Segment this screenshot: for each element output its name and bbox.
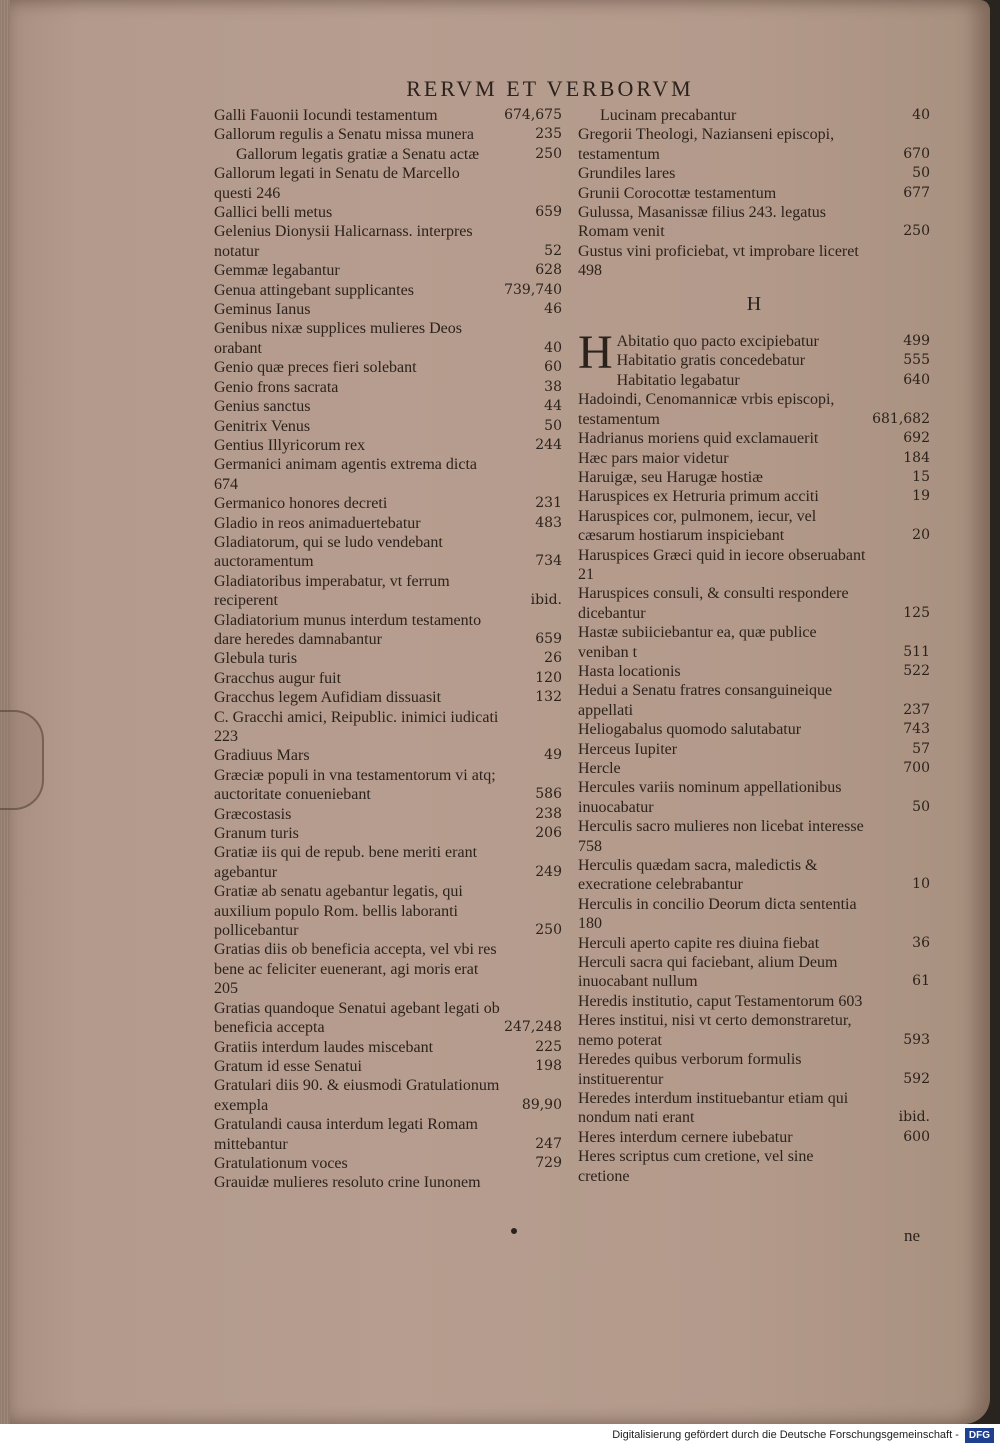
- entry-page-number: 640: [903, 371, 930, 388]
- entry-text: Grunii Corocottæ testamentum: [578, 184, 777, 202]
- entry-page-number: 10: [912, 876, 930, 893]
- entry-page-number: 522: [903, 662, 930, 679]
- entry-text: Gelenius Dionysii Halicarnass. interpres notatur: [214, 223, 473, 260]
- index-entry: [578, 759, 930, 778]
- entry-text: Genibus nixæ supplices mulieres Deos orabant: [214, 320, 462, 357]
- entry-page-number: 555: [903, 352, 930, 369]
- index-entry: [578, 507, 930, 546]
- entry-page-number: 198: [535, 1057, 562, 1074]
- entry-page-number: 231: [535, 495, 562, 512]
- entry-page-number: 237: [903, 701, 930, 718]
- index-entry: [214, 261, 562, 280]
- entry-page-number: 592: [903, 1070, 930, 1087]
- index-entry: [214, 999, 562, 1038]
- entry-text: Hadrianus moriens quid exclamauerit: [578, 430, 819, 448]
- index-entry: [578, 740, 930, 759]
- index-entry: [214, 1154, 562, 1173]
- entry-text: Herculis sacro mulieres non licebat interesse 758: [578, 818, 864, 855]
- entry-text: Herculis quædam sacra, maledictis & execratione celebrabantur: [578, 857, 818, 894]
- entry-text: Haruspices ex Hetruria primum acciti: [578, 488, 819, 506]
- index-entry: [578, 681, 930, 720]
- entry-text: Gradiuus Mars: [214, 747, 310, 765]
- entry-page-number: 659: [535, 630, 562, 647]
- index-entry: [578, 546, 930, 585]
- entry-page-number: 483: [535, 514, 562, 531]
- index-entry: [214, 708, 562, 747]
- index-entry: [578, 895, 930, 934]
- index-entry: [214, 882, 562, 940]
- index-entry: [578, 953, 930, 992]
- index-entry: [578, 1089, 930, 1128]
- entry-text: Gracchus augur fuit: [214, 669, 342, 687]
- entry-page-number: 743: [903, 721, 930, 738]
- index-entry: [578, 1050, 930, 1089]
- entry-text: Heres institui, nisi vt certo demonstraretur, nemo poterat: [578, 1012, 852, 1049]
- entry-text: Herculis in concilio Deorum dicta sententia 180: [578, 895, 857, 933]
- index-entry: [214, 378, 562, 397]
- entry-text: Gratiæ ab senatu agebantur legatis, qui auxilium populo Rom. bellis laboranti pollicebantur: [214, 883, 463, 940]
- entry-page-number: 593: [903, 1031, 930, 1048]
- entry-text: Grundiles lares: [578, 165, 676, 183]
- entry-page-number: 61: [912, 973, 930, 990]
- entry-page-number: 225: [535, 1038, 562, 1055]
- entry-text: Hæc pars maior videtur: [578, 449, 729, 467]
- entry-text: Haruspices cor, pulmonem, iecur, vel cæsarum hostiarum inspiciebant: [578, 507, 817, 545]
- entry-page-number: 677: [903, 184, 930, 201]
- entry-text: Haruspices Græci quid in iecore obseruabant 21: [578, 546, 866, 583]
- entry-page-number: 50: [912, 165, 930, 182]
- entry-text: Gallorum regulis a Senatu missa munera: [214, 126, 474, 144]
- footer-credit: Digitalisierung gefördert durch die Deutsche Forschungsgemeinschaft -: [612, 1429, 959, 1441]
- entry-text: Gustus vini proficiebat, vt improbare liceret 498: [578, 242, 859, 280]
- entry-text: Gratias diis ob beneficia accepta, vel vbi res bene ac feliciter euenerant, agi moris erat 205: [214, 941, 497, 998]
- entry-text: Habitatio gratis concedebatur: [616, 352, 806, 370]
- index-entry: [214, 1173, 562, 1192]
- index-entry: [214, 688, 562, 707]
- entry-text: Gratiæ iis qui de repub. bene meriti erant agebantur: [214, 844, 478, 881]
- entry-text: Herceus Iupiter: [578, 740, 678, 758]
- index-entry: [214, 300, 562, 319]
- entry-page-number: 57: [912, 740, 930, 757]
- index-entry: [578, 720, 930, 739]
- entry-page-number: 586: [535, 786, 562, 803]
- index-entry: [578, 623, 930, 662]
- entry-page-number: 52: [544, 242, 562, 259]
- index-entry: [214, 572, 562, 611]
- entry-text: Gladiatorum, qui se ludo vendebant auctoramentum: [214, 533, 443, 571]
- entry-page-number: 739,740: [504, 281, 562, 298]
- entry-page-number: 628: [535, 262, 562, 279]
- index-entry: [214, 125, 562, 144]
- entry-text: Gallorum legatis gratiæ a Senatu actæ: [236, 145, 480, 163]
- index-entry: [578, 856, 930, 895]
- entry-text: Hercle: [578, 760, 621, 777]
- dfg-logo: DFG: [965, 1428, 994, 1443]
- index-entry: [214, 669, 562, 688]
- index-entry: [214, 203, 562, 222]
- index-entry: [578, 1128, 930, 1147]
- entry-page-number: ibid.: [898, 1109, 930, 1126]
- entry-page-number: 250: [535, 922, 562, 939]
- entry-text: Galli Fauonii Iocundi testamentum: [214, 107, 438, 124]
- index-entry: [578, 390, 930, 429]
- entry-page-number: 692: [903, 430, 930, 447]
- entry-text: Herculi aperto capite res diuina fiebat: [578, 934, 820, 952]
- entry-page-number: 89,90: [521, 1096, 562, 1113]
- index-entry: [578, 242, 930, 281]
- entry-page-number: 40: [544, 339, 562, 356]
- index-entry: [578, 184, 930, 203]
- entry-text: Hastæ subiiciebantur ea, quæ publice veniban t: [578, 624, 817, 661]
- index-entry: [578, 371, 930, 390]
- index-entry: [578, 203, 930, 242]
- entry-text: Heredes quibus verborum formulis instituerentur: [578, 1051, 802, 1088]
- index-entry: [578, 584, 930, 623]
- entry-page-number: 38: [544, 378, 562, 395]
- entry-text: Græciæ populi in vna testamentorum vi atq; auctoritate conueniebant: [214, 766, 496, 804]
- index-entry: [214, 611, 562, 650]
- entry-text: Genua attingebant supplicantes: [214, 281, 414, 299]
- index-entry: [214, 843, 562, 882]
- index-entry: [578, 449, 930, 468]
- entry-text: Abitatio quo pacto excipiebatur: [616, 333, 819, 351]
- entry-text: Haruigæ, seu Harugæ hostiæ: [578, 468, 763, 486]
- entry-page-number: 247,248: [504, 1019, 562, 1036]
- index-entry: [214, 319, 562, 358]
- page-mark-dot: [511, 1228, 517, 1234]
- entry-text: Genitrix Venus: [214, 417, 311, 435]
- entry-text: Gratulationum voces: [214, 1154, 348, 1172]
- index-entry: [214, 417, 562, 436]
- index-entry: [214, 746, 562, 765]
- entry-text: Gladio in reos animaduertebatur: [214, 514, 421, 532]
- entry-text: Gratulari diis 90. & eiusmodi Gratulationum exempla: [214, 1077, 500, 1114]
- entry-page-number: 125: [903, 604, 930, 621]
- index-entry: [214, 455, 562, 494]
- entry-page-number: 40: [912, 107, 930, 123]
- entry-text: Geminus Ianus: [214, 301, 311, 319]
- entry-text: Lucinam precabantur: [600, 107, 737, 124]
- index-entry: [578, 934, 930, 953]
- entry-text: Heredis institutio, caput Testamentorum 603: [578, 992, 863, 1010]
- index-entry: [214, 222, 562, 261]
- index-entry: [578, 662, 930, 681]
- index-entry: [578, 164, 930, 183]
- entry-text: Granum turis: [214, 825, 299, 843]
- entry-page-number: 20: [912, 527, 930, 544]
- entry-page-number: 15: [912, 468, 930, 485]
- entry-page-number: 681,682: [872, 410, 930, 427]
- entry-page-number: 511: [903, 643, 930, 660]
- running-head: RERVM ET VERBORVM: [406, 76, 694, 101]
- index-entry: [214, 145, 562, 164]
- index-entry: [214, 494, 562, 513]
- entry-text: Herculi sacra qui faciebant, alium Deum inuocabant nullum: [578, 954, 838, 991]
- index-entry: [214, 1115, 562, 1154]
- entry-page-number: 44: [544, 398, 562, 415]
- entry-text: Germanico honores decreti: [214, 495, 388, 513]
- index-entry: [214, 1076, 562, 1115]
- index-entry: [214, 164, 562, 203]
- index-entry: [214, 106, 562, 125]
- index-entry: [214, 1057, 562, 1076]
- entry-text: Genio quæ preces fieri solebant: [214, 359, 417, 377]
- left-index-column: [214, 106, 562, 1193]
- entry-page-number: 60: [544, 359, 562, 376]
- section-letter-heading: H: [746, 292, 762, 315]
- entry-page-number: 734: [535, 553, 562, 570]
- entry-text: Heres scriptus cum cretione, vel sine cretione: [578, 1148, 814, 1185]
- entry-page-number: 670: [903, 145, 930, 162]
- entry-text: Hasta locationis: [578, 662, 681, 680]
- index-entry: [578, 992, 930, 1011]
- entry-text: Gallorum legati in Senatu de Marcello questi 246: [214, 165, 460, 202]
- entry-text: Heredes interdum instituebantur etiam qui nondum nati erant: [578, 1089, 849, 1127]
- right-column-bottom-entries: [578, 351, 930, 1185]
- entry-text: Genio frons sacrata: [214, 378, 339, 396]
- entry-page-number: 50: [544, 417, 562, 434]
- index-entry: [214, 824, 562, 843]
- index-entry: [578, 1147, 930, 1186]
- entry-text: Gladiatoribus imperabatur, vt ferrum reciperent: [214, 572, 450, 610]
- entry-text: Gladiatorium munus interdum testamento dare heredes damnabantur: [214, 611, 482, 648]
- entry-page-number: 46: [544, 301, 562, 318]
- entry-text: C. Gracchi amici, Reipublic. inimici iudicati 223: [214, 708, 499, 745]
- index-entry: [578, 351, 930, 370]
- entry-text: Græcostasis: [214, 805, 292, 823]
- entry-text: Germanici animam agentis extrema dicta 674: [214, 456, 477, 493]
- entry-text: Gallici belli metus: [214, 204, 333, 222]
- decorated-initial: H: [578, 326, 613, 380]
- entry-page-number: 206: [535, 825, 562, 842]
- entry-text: Gratum id esse Senatui: [214, 1057, 362, 1075]
- entry-text: Glebula turis: [214, 650, 298, 668]
- entry-page-number: 120: [535, 669, 562, 686]
- index-entry: [214, 436, 562, 455]
- index-entry: [578, 468, 930, 487]
- index-entry: [214, 940, 562, 998]
- entry-page-number: 19: [912, 488, 930, 505]
- entry-text: Genius sanctus: [214, 398, 311, 416]
- entry-text: Gentius Illyricorum rex: [214, 436, 366, 454]
- entry-page-number: 659: [535, 204, 562, 221]
- entry-text: Hedui a Senatu fratres consanguineique appellati: [578, 682, 833, 719]
- entry-page-number: 250: [903, 223, 930, 240]
- entry-text: Gratulandi causa interdum legati Romam mittebantur: [214, 1116, 478, 1153]
- right-column-top-entries: [578, 106, 930, 281]
- entry-page-number: 50: [912, 798, 930, 815]
- index-entry: [578, 106, 930, 125]
- index-entry: [578, 778, 930, 817]
- right-index-column: [578, 106, 930, 1186]
- entry-page-number: 132: [535, 689, 562, 706]
- index-entry: [214, 649, 562, 668]
- entry-page-number: 49: [544, 747, 562, 764]
- entry-text: Gracchus legem Aufidiam dissuasit: [214, 689, 442, 707]
- entry-text: Gratiis interdum laudes miscebant: [214, 1038, 434, 1056]
- index-entry: [214, 1038, 562, 1057]
- entry-page-number: 244: [535, 436, 562, 453]
- entry-text: Habitatio legabatur: [616, 371, 740, 389]
- entry-page-number: 700: [903, 760, 930, 776]
- entry-text: Gulussa, Masanissæ filius 243. legatus Romam venit: [578, 204, 826, 241]
- entry-text: Heres interdum cernere iubebatur: [578, 1128, 793, 1146]
- index-entry: [214, 281, 562, 300]
- index-entry: [578, 125, 930, 164]
- entry-page-number: ibid.: [530, 592, 562, 609]
- entry-page-number: 600: [903, 1128, 930, 1145]
- index-entry: [578, 817, 930, 856]
- entry-page-number: 235: [535, 126, 562, 143]
- index-entry: [578, 429, 930, 448]
- entry-page-number: 238: [535, 805, 562, 822]
- index-entry: [214, 805, 562, 824]
- index-entry: [214, 397, 562, 416]
- entry-text: Hercules variis nominum appellationibus inuocabatur: [578, 779, 842, 816]
- entry-text: Grauidæ mulieres resoluto crine Iunonem: [214, 1174, 481, 1192]
- index-entry: [214, 766, 562, 805]
- entry-page-number: 36: [912, 934, 930, 951]
- entry-page-number: 26: [544, 650, 562, 667]
- entry-page-number: 249: [535, 863, 562, 880]
- index-entry: [578, 1011, 930, 1050]
- entry-text: Heliogabalus quomodo salutabatur: [578, 721, 802, 739]
- entry-text: Gregorii Theologi, Nazianseni episcopi, testamentum: [578, 126, 835, 163]
- entry-text: Gratias quandoque Senatui agebant legati ob beneficia accepta: [214, 999, 500, 1037]
- entry-page-number: 250: [535, 145, 562, 162]
- entry-page-number: 247: [535, 1135, 562, 1152]
- index-entry: [214, 358, 562, 377]
- digitization-footer: [0, 1424, 1000, 1446]
- index-entry: [214, 533, 562, 572]
- entry-text: Gemmæ legabantur: [214, 262, 340, 280]
- index-entry: [214, 514, 562, 533]
- entry-page-number: 499: [903, 333, 930, 350]
- index-entry: [578, 487, 930, 506]
- catchword: ne: [904, 1226, 921, 1245]
- entry-page-number: 674,675: [504, 107, 562, 123]
- entry-text: Haruspices consuli, & consulti respondere dicebantur: [578, 585, 849, 622]
- book-clasp: [0, 710, 44, 810]
- entry-page-number: 729: [535, 1154, 562, 1171]
- entry-text: Hadoindi, Cenomannicæ vrbis episcopi, testamentum: [578, 391, 835, 428]
- entry-page-number: 184: [903, 449, 930, 466]
